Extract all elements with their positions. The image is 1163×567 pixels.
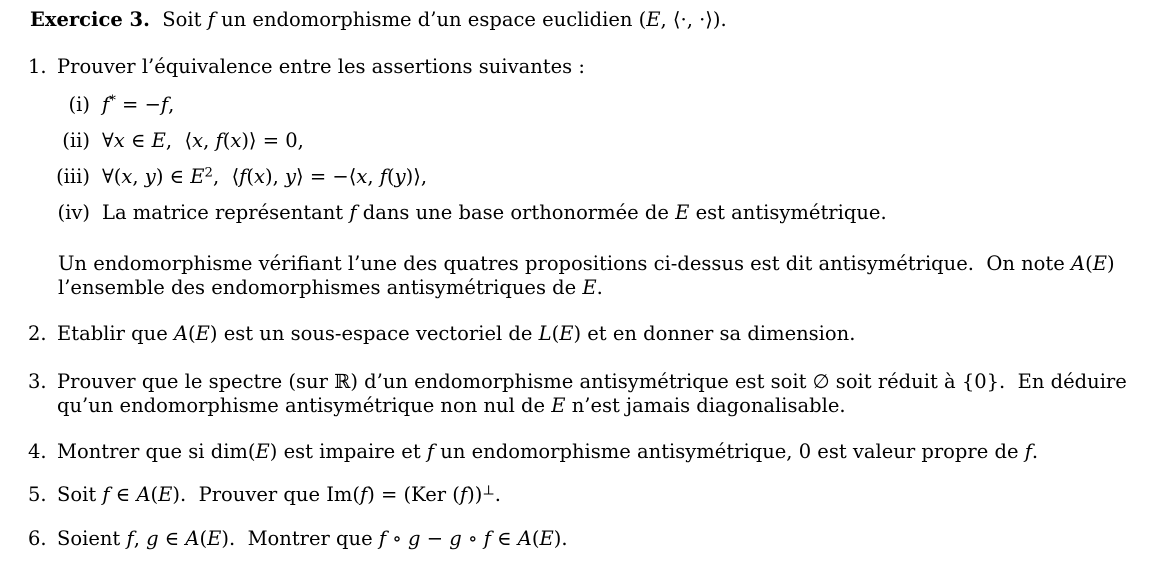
segment-rm: ∘	[386, 527, 409, 550]
segment-rm: .	[1031, 440, 1039, 463]
item-marker: 5.	[28, 483, 47, 506]
segment-bb: ℝ	[334, 370, 351, 393]
segment-it: y	[285, 165, 297, 188]
segment-rm: ∈	[490, 527, 518, 550]
segment-rm: , ⟨	[212, 165, 240, 188]
segment-rm: est antisymétrique.	[689, 201, 887, 224]
segment-rm: ).	[553, 527, 568, 550]
segment-rm: un endomorphisme antisymétrique, 0 est valeur propre de	[434, 440, 1025, 463]
segment-cal: A	[517, 527, 532, 550]
item-marker: 4.	[28, 440, 47, 463]
segment-it: f	[102, 483, 110, 506]
segment-it: f	[126, 527, 134, 550]
segment-it: f	[378, 527, 387, 550]
segment-it: x	[254, 165, 265, 188]
segment-rm: ,	[367, 165, 380, 188]
segment-it: f	[360, 483, 368, 506]
segment-rm: )⟩,	[405, 165, 428, 188]
item-marker: 3.	[28, 370, 47, 393]
segment-rm: (	[246, 165, 254, 188]
segment-rm: (	[150, 483, 159, 506]
segment-rm: ,	[168, 93, 175, 116]
segment-rm: )⟩ = 0,	[241, 129, 304, 152]
question-3-text	[57, 370, 1127, 418]
segment-it: f	[207, 8, 215, 31]
assertion-iv	[0, 201, 1163, 225]
segment-it: f	[215, 129, 223, 152]
segment-rm: , ⟨·, ·⟩).	[660, 8, 727, 31]
segment-rm: ). Prouver que Im(	[172, 483, 360, 506]
segment-rm: (	[188, 322, 196, 345]
assertion-ii-text	[102, 129, 304, 153]
segment-it: E	[582, 276, 597, 299]
segment-it: E	[190, 165, 205, 188]
definition-paragraph-text	[58, 252, 1115, 299]
segment-sup: 2	[204, 165, 213, 181]
segment-it: f	[349, 201, 357, 224]
segment-rm: ∈	[158, 527, 186, 550]
exercise-header-text	[30, 8, 727, 31]
segment-it: x	[113, 129, 125, 152]
segment-rm: .	[494, 483, 501, 506]
segment-cal: A	[173, 322, 189, 345]
item-marker: 1.	[28, 55, 47, 78]
segment-rm: n’est jamais diagonalisable.	[565, 394, 846, 417]
sub-item-marker: (ii)	[62, 129, 90, 152]
segment-rm: La matrice représentant	[102, 201, 350, 224]
segment-rm: ∀	[102, 129, 114, 152]
segment-it: E	[158, 483, 173, 506]
segment-rm: ,	[203, 129, 216, 152]
segment-it: x	[192, 129, 204, 152]
item-marker: 2.	[28, 322, 47, 345]
question-1	[0, 55, 1163, 79]
segment-it: x	[121, 165, 133, 188]
segment-rm: ⟩ = −⟨	[296, 165, 357, 188]
segment-rm: ) et en donner sa dimension.	[573, 322, 856, 345]
segment-rm: = −	[115, 93, 161, 116]
segment-rm: )	[1106, 252, 1115, 275]
segment-rm: Prouver l’équivalence entre les assertions suivantes :	[57, 55, 585, 78]
item-marker: 6.	[28, 527, 47, 550]
segment-it: f	[239, 165, 247, 188]
segment-cal: A	[136, 483, 151, 506]
segment-rm: −	[420, 527, 450, 550]
assertion-iv-text	[102, 201, 887, 225]
segment-it: E	[151, 129, 166, 152]
segment-it: f	[1024, 440, 1032, 463]
segment-rm: Un endomorphisme vérifiant l’une des quatres propositions ci-dessus est dit antisymétrique. On note	[58, 252, 1071, 275]
segment-rm: ,	[132, 165, 145, 188]
segment-it: f	[102, 93, 110, 116]
segment-rm: ))	[467, 483, 483, 506]
sub-item-marker: (i)	[68, 93, 90, 116]
segment-rm: ). Montrer que	[221, 527, 379, 550]
segment-sup: ⊥	[482, 483, 495, 499]
segment-cal: A	[1070, 252, 1086, 275]
question-6-text	[57, 527, 568, 551]
assertion-iii	[0, 165, 1163, 189]
question-4-text	[57, 440, 1038, 464]
segment-rm: dans une base orthonormée de	[356, 201, 676, 224]
segment-rm: , ⟨	[165, 129, 193, 152]
segment-it: x	[230, 129, 242, 152]
segment-rm: (	[222, 129, 231, 152]
segment-rm: (	[199, 527, 208, 550]
segment-it: f	[426, 440, 435, 463]
segment-rm: Soient	[57, 527, 127, 550]
segment-it: f	[160, 93, 169, 116]
sub-item-marker: (iii)	[56, 165, 90, 188]
segment-bf: Exercice 3.	[30, 8, 150, 31]
question-2-text	[57, 322, 855, 346]
segment-rm: ) est impaire et	[269, 440, 427, 463]
sub-item-marker: (iv)	[57, 201, 90, 224]
segment-rm: Soit	[57, 483, 103, 506]
assertion-i	[0, 93, 1163, 117]
segment-cal: A	[185, 527, 200, 550]
segment-it: f	[483, 527, 491, 550]
segment-rm: ) ∈	[155, 165, 191, 188]
segment-rm: (	[531, 527, 540, 550]
question-3	[0, 370, 1163, 418]
segment-rm: ,	[133, 527, 147, 550]
segment-it: E	[195, 322, 210, 345]
segment-it: E	[551, 394, 566, 417]
segment-rm: ),	[265, 165, 286, 188]
segment-rm: ∘	[461, 527, 484, 550]
segment-it: E	[255, 440, 270, 463]
segment-it: E	[207, 527, 222, 550]
exercise-header	[0, 8, 1163, 32]
segment-it: g	[408, 527, 421, 550]
segment-it: g	[146, 527, 159, 550]
segment-rm: Etablir que	[57, 322, 174, 345]
question-5	[0, 483, 1163, 507]
segment-it: E	[646, 8, 661, 31]
segment-rm: ) d’un endomorphisme antisymétrique est soit ∅ soit réduit à {0}. En déduire	[350, 370, 1127, 393]
segment-sup: *	[109, 93, 116, 109]
segment-rm: (	[1085, 252, 1093, 275]
assertion-ii	[0, 129, 1163, 153]
segment-it: E	[1092, 252, 1107, 275]
segment-rm: qu’un endomorphisme antisymétrique non nul de	[57, 394, 552, 417]
segment-rm: ∈	[109, 483, 137, 506]
segment-it: f	[379, 165, 387, 188]
segment-it: g	[449, 527, 462, 550]
segment-rm: (	[551, 322, 560, 345]
segment-it: x	[356, 165, 368, 188]
segment-rm: Soit	[149, 8, 208, 31]
question-2	[0, 322, 1163, 346]
segment-rm: Montrer que si dim(	[57, 440, 256, 463]
question-4	[0, 440, 1163, 464]
assertion-iii-text	[102, 165, 427, 189]
question-1-text	[57, 55, 585, 79]
segment-rm: ) est un sous-espace vectoriel de	[209, 322, 539, 345]
segment-rm: ∈	[124, 129, 152, 152]
segment-it: f	[459, 483, 468, 506]
segment-rm: ∀(	[102, 165, 122, 188]
segment-rm: Prouver que le spectre (sur	[57, 370, 335, 393]
assertion-i-text	[102, 93, 174, 117]
segment-it: E	[675, 201, 690, 224]
segment-it: L	[538, 322, 552, 345]
question-5-text	[57, 483, 501, 507]
definition-paragraph	[0, 252, 1163, 300]
question-6	[0, 527, 1163, 551]
segment-rm: (	[386, 165, 395, 188]
segment-it: y	[144, 165, 156, 188]
segment-rm: l’ensemble des endomorphismes antisymétriques de	[58, 276, 583, 299]
segment-it: E	[539, 527, 554, 550]
segment-it: E	[559, 322, 574, 345]
segment-rm: .	[596, 276, 603, 299]
segment-rm: un endomorphisme d’un espace euclidien (	[214, 8, 647, 31]
segment-it: y	[394, 165, 406, 188]
segment-rm: ) = (Ker (	[367, 483, 460, 506]
